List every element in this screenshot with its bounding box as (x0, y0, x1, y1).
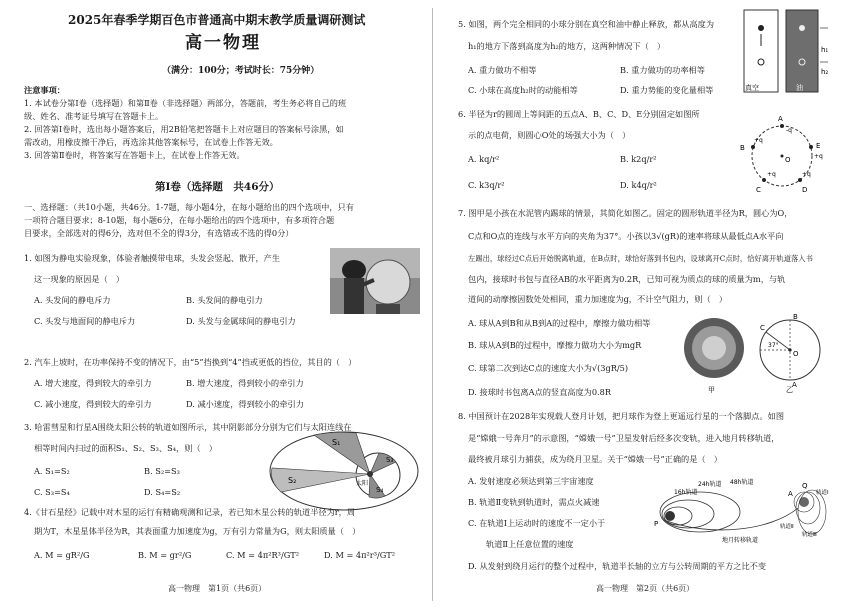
section-instructions: 一项符合题目要求；8-10题，每小题6分，在每小题给出的四个选项中，有多项符合题 (24, 215, 335, 225)
charge-label: +q (802, 171, 811, 178)
area-label: S₄ (376, 486, 384, 494)
q2-option-a: A. 增大速度，得到较大的牵引力 (34, 378, 152, 388)
point-label: B (793, 313, 798, 321)
notice-line: 需改动，用橡皮擦干净后，再选涂其他答案标号，在试卷上作答无效。 (24, 137, 278, 147)
q4-stem: 4.《甘石星经》记载中对木星的运行有精确观测和记录，若已知木星公转的轨道半径为r，周 (24, 507, 356, 517)
page-footer: 高一物理 第2页（共6页） (596, 584, 695, 593)
q4-stem: 期为T，木星星体半径为R，其表面重力加速度为g，万有引力常量为G，则太阳质量（ ） (34, 526, 361, 536)
q2-option-c: C. 减小速度，得到较大的牵引力 (34, 399, 152, 409)
q8-option-c: 轨道Ⅱ上任意位置的速度 (486, 539, 574, 549)
q7-option-c: C. 球第二次到达C点的速度大小为√(3gR/5) (468, 363, 629, 373)
q5-stem: 5. 如图，两个完全相同的小球分别在真空和油中静止释放，都从高度为 (458, 19, 715, 29)
q6-stem: 示的点电荷，则圆心O处的场强大小为（ ） (468, 130, 631, 140)
q4-option-a: A. M = gR²/G (34, 550, 90, 560)
q8-stem: 最终被月球引力捕获，成为绕月卫星。关于“嫦娥一号”正确的是（ ） (468, 454, 722, 464)
falling-balls-diagram (742, 8, 830, 96)
point-label: A (792, 381, 797, 389)
area-label: S₁ (332, 438, 341, 447)
vacuum-label: 真空 (745, 84, 759, 92)
q3-option-d: D. S₄=S₂ (144, 487, 181, 497)
point-label: C (756, 186, 761, 194)
point-label: C (760, 324, 765, 332)
q3-option-b: B. S₂=S₃ (144, 466, 180, 476)
q7-option-a: A. 球从A到B和从B到A的过程中，摩擦力做功相等 (468, 318, 651, 328)
notice-line: 2. 回答第Ⅰ卷时，选出每小题答案后，用2B铅笔把答题卡上对应题目的答案标号涂黑，如 (24, 124, 344, 134)
q1-option-d: D. 头发与金属球间的静电引力 (186, 316, 296, 326)
point-label: A (778, 115, 783, 123)
charge-label: +q (767, 171, 776, 178)
point-label: P (654, 520, 659, 528)
notice-line: 1. 本试卷分第Ⅰ卷（选择题）和第Ⅱ卷（非选择题）两部分，答题前，考生务必将自己的班 (24, 98, 347, 108)
sun-label: 太阳 (356, 480, 369, 487)
exam-title: 2025年春季学期百色市普通高中期末教学质量调研测试 (68, 13, 366, 27)
subject-title: 高一物理 (185, 33, 261, 53)
charge-label: +q (814, 153, 823, 160)
orbit-label: 轨道Ⅰ (816, 490, 829, 496)
q7-option-b: B. 球从A到B的过程中，摩擦力做功大小为mgR (468, 340, 642, 350)
q5-option-b: B. 重力做功的功率相等 (620, 65, 705, 75)
q4-option-b: B. M = gr²/G (138, 550, 192, 560)
orbit-label: 24h轨道 (698, 481, 722, 488)
oil-label: 油 (796, 84, 803, 92)
q3-stem: 相等时间内扫过的面积S₁、S₂、S₃、S₄，则（ ） (34, 443, 217, 453)
q1-stem: 1. 如图为静电实验现象，体验者触摸带电球，头发会竖起、散开，产生 (24, 253, 281, 263)
figure-label: 甲 (708, 386, 715, 394)
q4-option-c: C. M = 4π²R³/GT² (226, 550, 299, 560)
point-label: A (788, 490, 793, 498)
static-electricity-photo (330, 248, 420, 314)
section-instructions: 一、选择题：（共10小题，共46分。1-7题，每小题4分，在每小题给出的四个选项中，只有 (24, 202, 354, 212)
q8-stem: 8. 中国预计在2028年实现载人登月计划，把月球作为登上更遥远行星的一个落脚点。如图 (458, 411, 785, 421)
notice-title: 注意事项： (24, 85, 65, 95)
point-label: B (740, 144, 745, 152)
orbit-label: 48h轨道 (730, 479, 754, 486)
q3-option-a: A. S₁=S₂ (34, 466, 70, 476)
orbit-diagram (248, 428, 420, 514)
q8-option-a: A. 发射速度必须达到第三宇宙速度 (468, 476, 594, 486)
q7-stem: 道间的动摩擦因数处处相同，重力加速度为g，不计空气阻力，则（ ） (468, 294, 728, 304)
section-instructions: 目要求，全部选对的得6分，选对但不全的得3分，有选错或不选的得0分） (24, 228, 294, 238)
orbit-label: 16h轨道 (674, 489, 698, 496)
q7-stem: 左踢出，球经过C点后开始脱离轨道，在B点时，球恰好落到书包内，设球离开C点时，恰好离开轨道落入书 (468, 254, 813, 263)
q6-option-d: D. k4q/r² (620, 180, 657, 190)
q1-option-b: B. 头发间的静电引力 (186, 295, 263, 305)
section-heading: 第Ⅰ卷（选择题 共46分） (155, 181, 280, 193)
q4-option-d: D. M = 4π²r³/GT² (324, 550, 396, 560)
notice-line: 级、姓名、准考证号填写在答题卡上。 (24, 111, 164, 121)
charge-label: -q (786, 127, 792, 134)
orbit-label: 轨道Ⅲ (802, 532, 817, 538)
q8-option-d: D. 从发射到绕月运行的整个过程中，轨道半长轴的立方与公转周期的平方之比不变 (468, 561, 767, 571)
q3-option-c: C. S₃=S₄ (34, 487, 70, 497)
q8-option-c: C. 在轨道Ⅰ上运动时的速度不一定小于 (468, 518, 606, 528)
area-label: S₂ (288, 476, 297, 485)
q5-stem: h₁的地方下落到高度为h₂的地方，这两种情况下（ ） (468, 41, 666, 51)
figure-label: 乙 (786, 386, 793, 394)
q1-stem: 这一现象的原因是（ ） (34, 274, 125, 284)
q6-option-a: A. kq/r² (468, 154, 500, 164)
point-label: E (816, 142, 821, 150)
q6-option-c: C. k3q/r² (468, 180, 505, 190)
point-label: Q (802, 482, 808, 490)
angle-label: 37° (768, 342, 779, 349)
q7-option-d: D. 接球时书包离A点的竖直高度为0.8R (468, 387, 612, 397)
pipe-kick-diagram (680, 312, 830, 396)
charges-circle-diagram (736, 112, 828, 198)
notice-line: 3. 回答第Ⅱ卷时，将答案写在答题卡上，在试卷上作答无效。 (24, 150, 245, 160)
h2-label: h₂ (821, 68, 829, 76)
charge-label: +q (754, 137, 763, 144)
q8-stem: 是“嫦娥一号奔月”的示意图，“嫦娥一号”卫星发射后经多次变轨，进入地月转移轨道， (468, 433, 780, 443)
q5-option-c: C. 小球在高度h₂时的动能相等 (468, 85, 578, 95)
q6-stem: 6. 半径为r的圆周上等间距的五点A、B、C、D、E分别固定如图所 (458, 109, 700, 119)
q7-stem: 包内，接球时书包与直径AB的水平距离为0.2R，已知可视为质点的球的质量为m，与轨 (468, 274, 786, 284)
q7-stem: C点和O点的连线与水平方向的夹角为37°。小孩以3√(gR)的速率将球从最低点A水平向 (468, 231, 784, 241)
orbit-label: 轨道Ⅱ (780, 524, 794, 530)
q2-option-b: B. 增大速度，得到较小的牵引力 (186, 378, 304, 388)
area-label: S₃ (386, 456, 394, 464)
orbit-label: 地月转移轨道 (722, 537, 759, 544)
q1-option-a: A. 头发间的静电斥力 (34, 295, 111, 305)
q5-option-a: A. 重力做功不相等 (468, 65, 537, 75)
q2-stem: 2. 汽车上坡时，在功率保持不变的情况下，由“5”挡换到“4”挡或更低的挡位，其目的（ ） (24, 357, 357, 367)
page-footer: 高一物理 第1页（共6页） (168, 584, 267, 593)
center-label: O (793, 350, 799, 358)
score-time: （满分：100分；考试时长：75分钟） (162, 66, 320, 76)
q8-option-b: B. 轨道Ⅱ变轨到轨道时，需点火减速 (468, 497, 600, 507)
change-orbit-diagram (652, 474, 830, 546)
q5-option-d: D. 重力势能的变化量相等 (620, 85, 714, 95)
q7-stem: 7. 图甲是小孩在水泥管内踢球的情景，其简化如图乙。固定的圆形轨道半径为R，圆心为O， (458, 208, 793, 218)
h1-label: h₁ (821, 46, 829, 54)
q3-stem: 3. 哈雷彗星和行星A围绕太阳公转的轨道如图所示，其中阴影部分分别为它们与太阳连线在 (24, 422, 352, 432)
page-divider (432, 8, 433, 601)
center-label: O (785, 156, 791, 164)
point-label: D (802, 186, 808, 194)
q1-option-c: C. 头发与地面间的静电斥力 (34, 316, 136, 326)
q6-option-b: B. k2q/r² (620, 154, 657, 164)
q2-option-d: D. 减小速度，得到较小的牵引力 (186, 399, 304, 409)
